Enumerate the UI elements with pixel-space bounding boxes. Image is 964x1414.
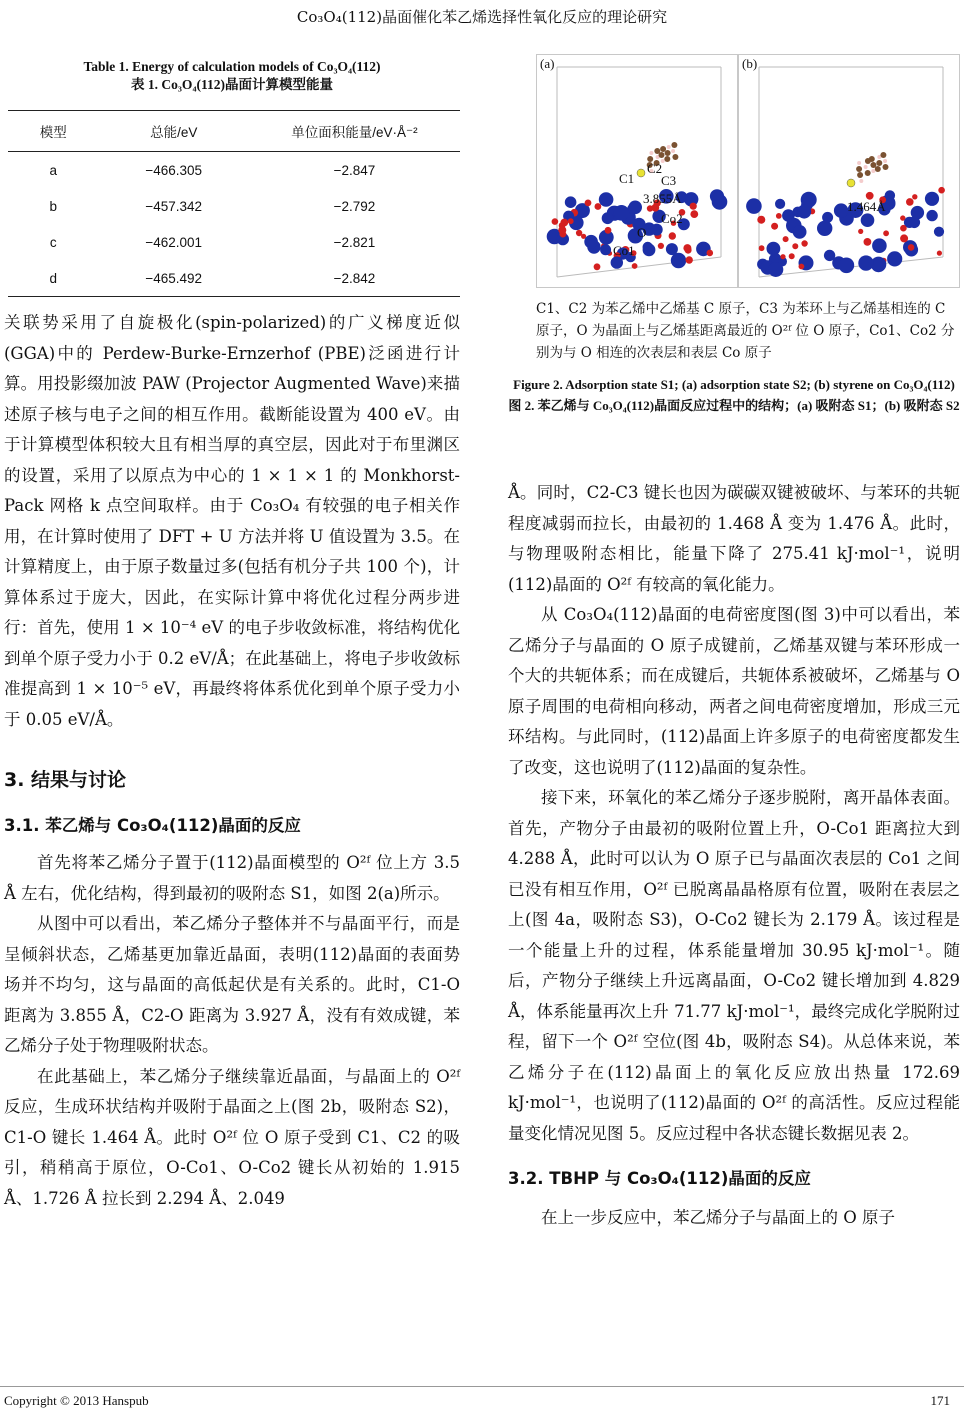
carbon-atom bbox=[857, 172, 863, 178]
hydrogen-atom bbox=[883, 159, 887, 163]
atom-label-c3: C3 bbox=[661, 173, 677, 188]
cobalt-atom bbox=[793, 225, 807, 239]
table-cell: b bbox=[49, 198, 58, 214]
table-caption bbox=[4, 58, 460, 94]
highlighted-atom bbox=[847, 179, 855, 187]
oxygen-atom bbox=[690, 210, 698, 218]
cobalt-atom bbox=[909, 217, 921, 229]
cobalt-atom bbox=[767, 242, 781, 256]
cobalt-atom bbox=[926, 210, 937, 221]
oxygen-atom bbox=[707, 250, 714, 257]
carbon-atom bbox=[869, 156, 875, 162]
paragraph: 从图中可以看出，苯乙烯分子整体并不与晶面平行，而是呈倾斜状态，乙烯基更加靠近晶面，表明(112)晶面的表面势场并不均匀，这与晶面的高低起伏是有关系的。此时，C1-O 距离为 3.855 Å，C2-O 距离为 3.927 Å，没有有效成键，苯乙烯分子处于物理吸附状态。 bbox=[4, 914, 460, 1055]
oxygen-atom bbox=[690, 203, 697, 210]
oxygen-atom bbox=[789, 253, 795, 259]
cobalt-atom bbox=[817, 221, 832, 236]
oxygen-atom bbox=[552, 218, 559, 225]
carbon-atom bbox=[876, 160, 882, 166]
oxygen-atom bbox=[858, 229, 863, 234]
atom-label-co2: Co2 bbox=[661, 211, 683, 226]
carbon-atom bbox=[856, 166, 862, 172]
oxygen-atom bbox=[658, 243, 664, 249]
distance-label: 1.464Å bbox=[847, 199, 886, 214]
table-cell: −2.842 bbox=[249, 260, 460, 297]
figure-caption-en: Figure 2. Adsorption state S1; (a) adsorption state S2; (b) styrene on Co₃O₄(112) bbox=[513, 377, 955, 392]
figure-caption-cn: 图 2. 苯乙烯与 Co₃O₄(112)晶面反应过程中的结构；(a) 吸附态 S1；(b) 吸附态 S2 bbox=[508, 398, 960, 413]
carbon-atom bbox=[660, 146, 666, 152]
cobalt-atom bbox=[934, 227, 944, 237]
oxygen-atom bbox=[594, 263, 601, 270]
carbon-atom bbox=[665, 150, 671, 156]
table-caption-en: Table 1. Energy of calculation models of Co₃O₄(112) bbox=[83, 59, 381, 74]
figure-panel-a bbox=[536, 54, 738, 288]
crystal-structure-a bbox=[537, 55, 737, 287]
carbon-atom bbox=[664, 156, 670, 162]
subsection-heading: 3.2. TBHP 与 Co₃O₄(112)晶面的反应 bbox=[508, 1169, 811, 1188]
oxygen-atom bbox=[780, 254, 785, 259]
table-header-row bbox=[8, 111, 460, 152]
cobalt-atom bbox=[858, 255, 873, 270]
table-cell: a bbox=[49, 162, 58, 178]
table-cell: −2.847 bbox=[333, 162, 376, 178]
cobalt-atom bbox=[822, 212, 833, 223]
subsection-heading: 3.1. 苯乙烯与 Co₃O₄(112)晶面的反应 bbox=[4, 816, 301, 835]
oxygen-atom bbox=[771, 223, 778, 230]
table-cell: d bbox=[8, 260, 99, 297]
footer-copyright: Copyright © 2013 Hanspub bbox=[4, 1393, 149, 1408]
atom-label-co1: Co1 bbox=[613, 243, 635, 258]
oxygen-atom bbox=[908, 244, 915, 251]
oxygen-atom bbox=[686, 256, 693, 263]
carbon-atom bbox=[880, 152, 886, 158]
figure-panel-b bbox=[738, 54, 960, 288]
cobalt-atom bbox=[872, 238, 887, 253]
paragraph: 在上一步反应中，苯乙烯分子与晶面上的 O 原子 bbox=[541, 1208, 896, 1227]
oxygen-atom bbox=[632, 263, 638, 269]
carbon-atom bbox=[671, 142, 677, 148]
hydrogen-atom bbox=[667, 145, 671, 149]
table-cell: −465.492 bbox=[99, 260, 249, 297]
oxygen-atom bbox=[906, 198, 914, 206]
table-row bbox=[8, 152, 460, 189]
cobalt-atom bbox=[797, 205, 811, 219]
energy-table bbox=[8, 110, 460, 297]
oxygen-atom bbox=[783, 236, 789, 242]
table-header: 单位面积能量/eV·Å⁻² bbox=[249, 111, 460, 152]
crystal-structure-b bbox=[739, 55, 959, 287]
cobalt-atom bbox=[643, 244, 656, 257]
hydrogen-atom bbox=[859, 179, 863, 183]
cobalt-atom bbox=[584, 235, 598, 249]
hydrogen-atom bbox=[857, 161, 861, 165]
oxygen-atom bbox=[799, 264, 805, 270]
paragraph: 首先将苯乙烯分子置于(112)晶面模型的 O²ᶠ 位上方 3.5 Å 左右，优化结构，得到最初的吸附态 S1，如图 2(a)所示。 bbox=[4, 853, 460, 903]
table-cell: c bbox=[49, 234, 57, 250]
paragraph: 接下来，环氧化的苯乙烯分子逐步脱附，离开晶体表面。首先，产物分子由最初的吸附位置上升，O-Co1 距离拉大到 4.288 Å，此时可以认为 O 原子已与晶面次表层的 Co1 之间已没有相互作用，O²ᶠ 已脱离晶晶格原有位置，吸附在表层之上(图 4a，吸附态 S3)，O-Co2 键长为 2.179 Å。该过程是一个能量上升的过程，体系能量增加 30.95 kJ·mol⁻¹。随后，产物分子继续上升远离晶面，O-Co2 键长增加到 4.829 Å，体系能量再次上升 71.77 kJ·mol⁻¹，最终完成化学脱附过程，留下一个 O²ᶠ 空位(图 4b，吸附态 S4)。从总体来说，苯乙烯分子在(112)晶面上的氧化反应放出热量 172.69 kJ·mol⁻¹，也说明了(112)晶面的 O²ᶠ 的高活性。反应过程能量变化情况见图 5。反应过程中各状态键长数据见表 2。 bbox=[508, 788, 960, 1143]
oxygen-atom bbox=[776, 213, 782, 219]
hydrogen-atom bbox=[671, 149, 675, 153]
oxygen-atom bbox=[605, 227, 612, 234]
table-cell: −2.821 bbox=[333, 234, 376, 250]
atom-label-c1: C1 bbox=[619, 171, 635, 186]
oxygen-atom bbox=[937, 251, 942, 256]
carbon-atom bbox=[883, 164, 889, 170]
figure-note: C1、C2 为苯乙烯中乙烯基 C 原子，C3 为苯环上与乙烯基相连的 C 原子，O 为晶面上与乙烯基距离最近的 O²ᶠ 位 O 原子，Co1、Co2 分别为与 O 相连的次表层和表层 Co 原子 bbox=[536, 301, 955, 361]
oxygen-atom bbox=[568, 218, 574, 224]
atom-label-o: O bbox=[637, 225, 647, 240]
oxygen-atom bbox=[938, 187, 945, 194]
highlighted-atom bbox=[637, 169, 645, 177]
table-caption-cn: 表 1. Co₃O₄(112)晶面计算模型能量 bbox=[131, 77, 333, 92]
figure-label-b: (b) bbox=[742, 56, 758, 71]
oxygen-atom bbox=[883, 230, 889, 236]
table-cell: −2.792 bbox=[333, 198, 376, 214]
cobalt-atom bbox=[839, 258, 855, 274]
cobalt-atom bbox=[885, 190, 895, 200]
cobalt-atom bbox=[925, 192, 939, 206]
oxygen-atom bbox=[595, 203, 602, 210]
oxygen-atom bbox=[560, 219, 568, 227]
table-header: 总能/eV bbox=[99, 111, 249, 152]
distance-label: 3.855Å bbox=[643, 191, 682, 206]
carbon-atom bbox=[865, 170, 871, 176]
cobalt-atom bbox=[824, 250, 835, 261]
hydrogen-atom bbox=[864, 165, 868, 169]
oxygen-atom bbox=[560, 231, 567, 238]
table-row bbox=[8, 224, 460, 260]
oxygen-atom bbox=[585, 200, 592, 207]
oxygen-atom bbox=[801, 240, 807, 246]
oxygen-atom bbox=[669, 232, 676, 239]
oxygen-atom bbox=[864, 238, 872, 246]
cobalt-atom bbox=[710, 189, 724, 203]
unit-cell-edge bbox=[557, 257, 721, 277]
paragraph: Å。同时，C2-C3 键长也因为碳碳双键被破坏、与苯环的共轭程度减弱而拉长，由最初的 1.468 Å 变为 1.476 Å。此时，与物理吸附态相比，能量下降了 275.41 kJ·mol⁻¹，说明(112)晶面的 O²ᶠ 有较高的氧化能力。 bbox=[508, 483, 960, 594]
cobalt-atom bbox=[768, 262, 783, 277]
cobalt-atom bbox=[746, 198, 762, 214]
oxygen-atom bbox=[683, 244, 691, 252]
oxygen-atom bbox=[900, 225, 907, 232]
table-cell: −466.305 bbox=[145, 162, 203, 178]
table-row bbox=[8, 188, 460, 224]
carbon-atom bbox=[875, 166, 881, 172]
cobalt-atom bbox=[565, 196, 577, 208]
cobalt-atom bbox=[775, 199, 785, 209]
footer-rule bbox=[0, 1386, 964, 1387]
figure-label-a: (a) bbox=[540, 56, 555, 71]
oxygen-atom bbox=[757, 216, 765, 224]
hydrogen-atom bbox=[649, 151, 653, 155]
table-cell: −462.001 bbox=[145, 234, 203, 250]
paragraph-methods: 关联势采用了自旋极化(spin-polarized)的广义梯度近似(GGA)中的 Perdew-Burke-Ernzerhof (PBE)泛函进行计算。用投影缀加波 PAW (Projector Augmented Wave)来描述原子核与电子之间的相互作用。截断能设置为 400 eV。由于计算模型体积较大且有相当厚的真空层，因此对于布里渊区的设置，采用了以原点为中心的 1 × 1 × 1 的 Monkhorst-Pack 网格 k 点空间取样。由于 Co₃O₄ 有较强的电子相关作用，在计算时使用了 DFT + U 方法并将 U 值设置为 3.5。在计算精度上，由于原子数量过多(包括有机分子共 100 个)，计算体系过于庞大，因此，在实际计算中将优化过程分两步进行：首先，使用 1 × 10⁻⁴ eV 的电子步收敛标准，将结构优化到单个原子受力小于 0.2 eV/Å；在此基础上，将电子步收敛标准提高到 1 × 10⁻⁵ eV，再最终将体系优化到单个原子受力小于 0.05 eV/Å。 bbox=[4, 313, 460, 729]
page-number: 171 bbox=[930, 1393, 950, 1408]
running-head: Co₃O₄(112)晶面催化苯乙烯选择性氧化反应的理论研究 bbox=[296, 8, 668, 26]
table-header: 模型 bbox=[8, 111, 99, 152]
hydrogen-atom bbox=[871, 169, 875, 173]
cobalt-atom bbox=[614, 205, 630, 221]
carbon-atom bbox=[672, 154, 678, 160]
oxygen-atom bbox=[912, 194, 917, 199]
cobalt-atom bbox=[602, 212, 614, 224]
section-heading: 3. 结果与讨论 bbox=[4, 769, 127, 791]
paragraph: 在此基础上，苯乙烯分子继续靠近晶面，与晶面上的 O²ᶠ 反应，生成环状结构并吸附于晶面之上(图 2b，吸附态 S2)，C1-O 键长 1.464 Å。此时 O²ᶠ 位 O 原子受到 C1、C2 的吸引，稍稍高于原位，O-Co1、O-Co2 键长从初始的 1.915 Å、1.726 Å 拉长到 2.294 Å、2.049 bbox=[4, 1066, 460, 1208]
cobalt-atom bbox=[861, 213, 875, 227]
cobalt-atom bbox=[600, 244, 611, 255]
carbon-atom bbox=[659, 152, 665, 158]
oxygen-atom bbox=[900, 234, 908, 242]
oxygen-atom bbox=[792, 243, 798, 249]
cobalt-atom bbox=[671, 253, 686, 268]
cobalt-atom bbox=[599, 192, 614, 207]
table-row bbox=[8, 260, 460, 297]
paragraph: 从 Co₃O₄(112)晶面的电荷密度图(图 3)中可以看出，苯乙烯分子与晶面的 O 原子成键前，乙烯基双键与苯环形成一个大的共轭体系；而在成键后，共轭体系被破坏，乙烯基与 O 原子周围的电荷相向移动，两者之间电荷密度增加，形成三元环结构。与此同时，(112)晶面上许多原子的电荷密度都发生了改变，这也说明了(112)晶面的复杂性。 bbox=[508, 605, 960, 777]
cobalt-atom bbox=[887, 251, 902, 266]
atom-label-c2: C2 bbox=[647, 161, 663, 176]
table-cell: −457.342 bbox=[145, 198, 203, 214]
oxygen-atom bbox=[759, 245, 765, 251]
